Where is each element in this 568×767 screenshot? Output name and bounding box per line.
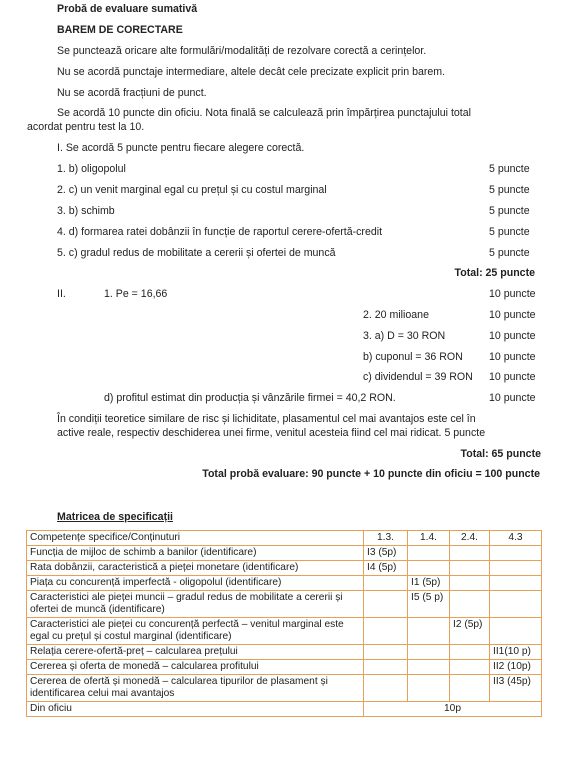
matrix-header-cell: 1.3. bbox=[364, 531, 408, 546]
matrix-content-cell: Cererea de ofertă și monedă – calcularea tipurilor de plasament și identificarea celui mai avantajos bbox=[27, 675, 364, 702]
section2-item3b: b) cuponul = 36 RON bbox=[363, 351, 463, 363]
section1-item: 2. c) un venit marginal egal cu prețul și cu costul marginal bbox=[57, 184, 327, 196]
matrix-cell: I4 (5p) bbox=[364, 561, 408, 576]
section2-item-points: 10 puncte bbox=[489, 392, 536, 404]
matrix-footer-row bbox=[27, 702, 542, 717]
section1-item: 5. c) gradul redus de mobilitate a cererii și ofertei de muncă bbox=[57, 247, 336, 259]
rule-line: Se acordă 10 puncte din oficiu. Nota finală se calculează prin împărțirea punctajului total bbox=[57, 107, 471, 119]
matrix-cell bbox=[364, 576, 408, 591]
section2-conclusion: În condiții teoretice similare de risc și lichiditate, plasamentul cel mai avantajos este cel în bbox=[57, 413, 476, 425]
matrix-content-cell: Piața cu concurență imperfectă - oligopolul (identificare) bbox=[27, 576, 364, 591]
matrix-cell bbox=[408, 675, 450, 702]
section2-item3a: 3. a) D = 30 RON bbox=[363, 330, 446, 342]
matrix-content-cell: Funcția de mijloc de schimb a banilor (identificare) bbox=[27, 546, 364, 561]
matrix-cell bbox=[408, 645, 450, 660]
matrix-footer-value: 10p bbox=[364, 702, 542, 717]
matrix-cell bbox=[408, 546, 450, 561]
matrix-cell: I1 (5p) bbox=[408, 576, 450, 591]
matrix-cell: I5 (5 p) bbox=[408, 591, 450, 618]
matrix-cell bbox=[408, 618, 450, 645]
matrix-cell bbox=[364, 675, 408, 702]
matrix-cell bbox=[364, 591, 408, 618]
matrix-content-cell: Caracteristici ale pieței muncii – gradul redus de mobilitate a cererii și ofertei de muncă (identificare) bbox=[27, 591, 364, 618]
matrix-cell bbox=[490, 576, 542, 591]
matrix-row bbox=[27, 618, 542, 645]
rule-line: Se punctează oricare alte formulări/modalități de rezolvare corectă a cerințelor. bbox=[57, 45, 427, 57]
section2-item1: 1. Pe = 16,66 bbox=[104, 288, 168, 300]
matrix-row bbox=[27, 546, 542, 561]
matrix-cell bbox=[364, 645, 408, 660]
matrix-row bbox=[27, 675, 542, 702]
section1-item: 3. b) schimb bbox=[57, 205, 115, 217]
section1-item-points: 5 puncte bbox=[489, 247, 530, 259]
section1-item-points: 5 puncte bbox=[489, 226, 530, 238]
matrix-cell bbox=[364, 660, 408, 675]
matrix-content-cell: Cererea și oferta de monedă – calcularea profitului bbox=[27, 660, 364, 675]
matrix-title: Matricea de specificații bbox=[57, 511, 173, 523]
section1-intro: I. Se acordă 5 puncte pentru fiecare alegere corectă. bbox=[57, 142, 305, 154]
matrix-content-cell: Relația cerere-ofertă-preț – calcularea prețului bbox=[27, 645, 364, 660]
rule-line: Nu se acordă punctaje intermediare, altele decât cele precizate explicit prin barem. bbox=[57, 66, 446, 78]
section1-item-points: 5 puncte bbox=[489, 205, 530, 217]
section2-item-points: 10 puncte bbox=[489, 351, 536, 363]
matrix-cell bbox=[450, 675, 490, 702]
section1-item: 4. d) formarea ratei dobânzii în funcție de raportul cerere-ofertă-credit bbox=[57, 226, 383, 238]
matrix-row bbox=[27, 576, 542, 591]
matrix-header-cell: 4.3 bbox=[490, 531, 542, 546]
matrix-cell bbox=[490, 546, 542, 561]
rule-line: Nu se acordă fracțiuni de punct. bbox=[57, 87, 207, 99]
section2-item-points: 10 puncte bbox=[489, 330, 536, 342]
section2-item3c: c) dividendul = 39 RON bbox=[363, 371, 473, 383]
rule-line: acordat pentru test la 10. bbox=[27, 121, 145, 133]
matrix-cell bbox=[450, 591, 490, 618]
matrix-cell bbox=[450, 660, 490, 675]
section2-item-points: 10 puncte bbox=[489, 288, 536, 300]
matrix-cell: II3 (45p) bbox=[490, 675, 542, 702]
matrix-content-cell: Rata dobânzii, caracteristică a pieței monetare (identificare) bbox=[27, 561, 364, 576]
section1-total: Total: 25 puncte bbox=[454, 267, 535, 279]
grand-total: Total probă evaluare: 90 puncte + 10 puncte din oficiu = 100 puncte bbox=[202, 468, 540, 480]
matrix-cell bbox=[450, 561, 490, 576]
matrix-row bbox=[27, 660, 542, 675]
matrix-footer-label: Din oficiu bbox=[27, 702, 364, 717]
matrix-header-cell: 2.4. bbox=[450, 531, 490, 546]
matrix-row bbox=[27, 561, 542, 576]
matrix-cell bbox=[450, 645, 490, 660]
matrix-header-row bbox=[27, 531, 542, 546]
matrix-row bbox=[27, 645, 542, 660]
section2-total: Total: 65 puncte bbox=[460, 448, 541, 460]
matrix-cell: I3 (5p) bbox=[364, 546, 408, 561]
matrix-cell: II1(10 p) bbox=[490, 645, 542, 660]
matrix-row bbox=[27, 591, 542, 618]
matrix-cell bbox=[408, 660, 450, 675]
matrix-header-cell: Competențe specifice/Conținuturi bbox=[27, 531, 364, 546]
matrix-cell: I2 (5p) bbox=[450, 618, 490, 645]
matrix-cell bbox=[490, 618, 542, 645]
matrix-cell bbox=[364, 618, 408, 645]
matrix-cell bbox=[490, 561, 542, 576]
matrix-header-cell: 1.4. bbox=[408, 531, 450, 546]
section2-item-points: 10 puncte bbox=[489, 309, 536, 321]
barem-title: BAREM DE CORECTARE bbox=[57, 24, 183, 36]
section2-item2: 2. 20 milioane bbox=[363, 309, 429, 321]
matrix-cell bbox=[450, 546, 490, 561]
section2-label: II. bbox=[57, 288, 66, 300]
section1-item: 1. b) oligopolul bbox=[57, 163, 126, 175]
section1-item-points: 5 puncte bbox=[489, 184, 530, 196]
section2-item-points: 10 puncte bbox=[489, 371, 536, 383]
matrix-cell bbox=[490, 591, 542, 618]
section2-conclusion: active reale, respectiv deschiderea unei firme, venitul acesteia fiind cel mai ridicat. 5 puncte bbox=[57, 427, 486, 439]
matrix-cell bbox=[408, 561, 450, 576]
specification-matrix bbox=[26, 530, 542, 717]
document-heading: Probă de evaluare sumativă bbox=[57, 3, 198, 15]
section1-item-points: 5 puncte bbox=[489, 163, 530, 175]
matrix-cell bbox=[450, 576, 490, 591]
matrix-cell: II2 (10p) bbox=[490, 660, 542, 675]
section2-item3d: d) profitul estimat din producția și vânzările firmei = 40,2 RON. bbox=[104, 392, 396, 404]
matrix-content-cell: Caracteristici ale pieței cu concurență perfectă – venitul marginal este egal cu prețul și costul marginal (identificare) bbox=[27, 618, 364, 645]
